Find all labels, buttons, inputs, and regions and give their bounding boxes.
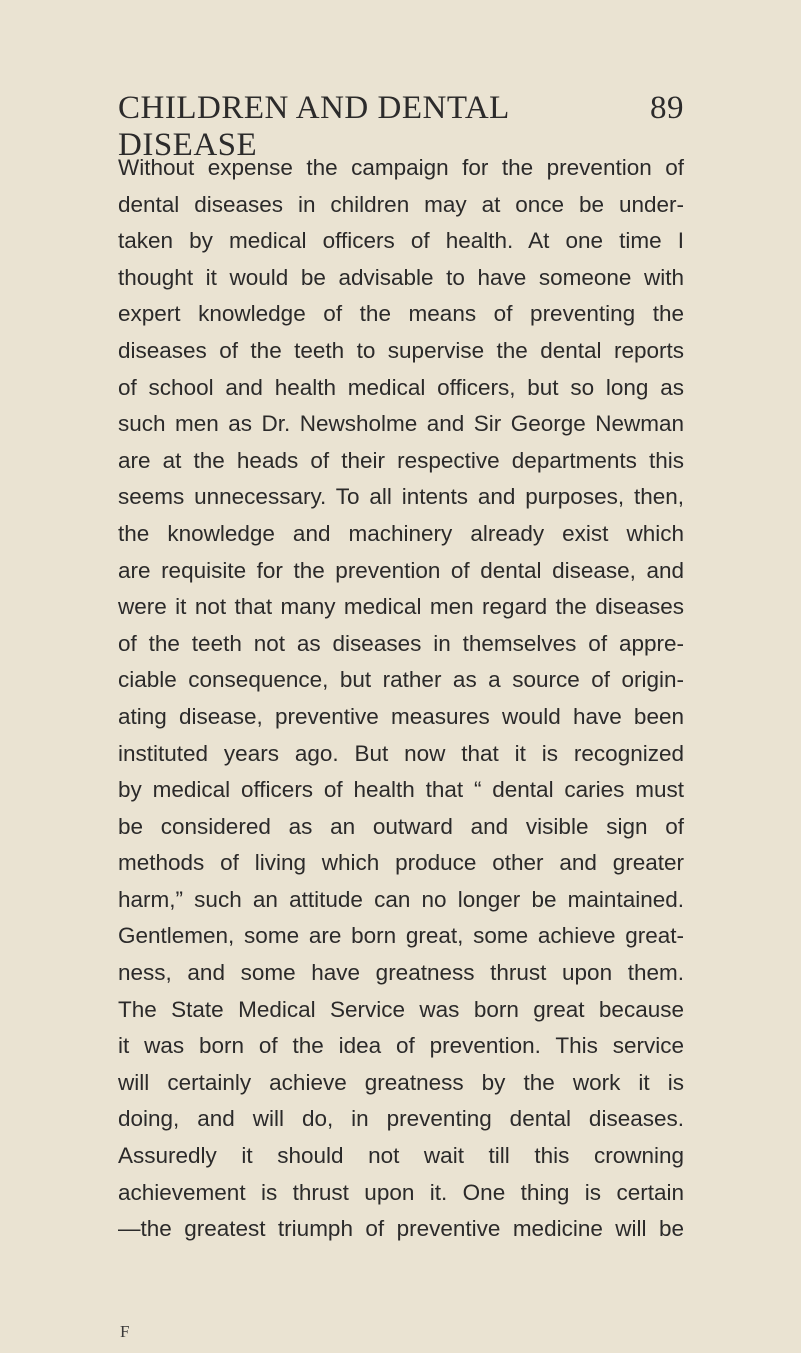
text-line: doing, and will do, in preventing dental diseases. [118, 1106, 684, 1132]
text-line: are requisite for the prevention of dental disease, and [118, 557, 684, 583]
text-line: The State Medical Service was born great because [118, 996, 684, 1022]
text-line: Gentlemen, some are born great, some achieve great- [118, 923, 684, 949]
text-line: seems unnecessary. To all intents and purposes, then, [118, 484, 684, 510]
text-line: of the teeth not as diseases in themselves of appre- [118, 630, 684, 656]
text-line: be considered as an outward and visible sign of [118, 813, 684, 839]
text-line: ciable consequence, but rather as a source of origin- [118, 667, 684, 693]
text-line: Assuredly it should not wait till this crowning [118, 1143, 684, 1169]
text-line: ness, and some have greatness thrust upon them. [118, 960, 684, 986]
text-line: —the greatest triumph of preventive medicine will be [118, 1216, 684, 1242]
text-line: expert knowledge of the means of preventing the [118, 301, 684, 327]
text-line: of school and health medical officers, but so long as [118, 374, 684, 400]
text-line: were it not that many medical men regard the diseases [118, 594, 684, 620]
text-line: taken by medical officers of health. At one time I [118, 228, 684, 254]
text-line: such men as Dr. Newsholme and Sir George Newman [118, 411, 684, 437]
text-line: are at the heads of their respective departments this [118, 447, 684, 473]
body-text [118, 150, 684, 1248]
text-line: methods of living which produce other and greater [118, 850, 684, 876]
page-number: 89 [650, 90, 684, 126]
text-line: dental diseases in children may at once be under- [118, 191, 684, 217]
text-line: the knowledge and machinery already exist which [118, 520, 684, 546]
signature-mark: F [120, 1322, 130, 1341]
text-line: achievement is thrust upon it. One thing is certain [118, 1179, 684, 1205]
text-line: harm,” such an attitude can no longer be maintained. [118, 886, 684, 912]
text-line: instituted years ago. But now that it is recognized [118, 740, 684, 766]
text-line: diseases of the teeth to supervise the dental reports [118, 337, 684, 363]
text-line: by medical officers of health that “ dental caries must [118, 777, 684, 803]
text-line: Without expense the campaign for the prevention of [118, 155, 684, 180]
text-line: thought it would be advisable to have someone with [118, 264, 684, 290]
text-line: ating disease, preventive measures would have been [118, 703, 684, 729]
text-line: will certainly achieve greatness by the work it is [118, 1069, 684, 1095]
running-head-title: CHILDREN AND DENTAL DISEASE [118, 90, 509, 163]
text-line: it was born of the idea of prevention. This service [118, 1033, 684, 1059]
